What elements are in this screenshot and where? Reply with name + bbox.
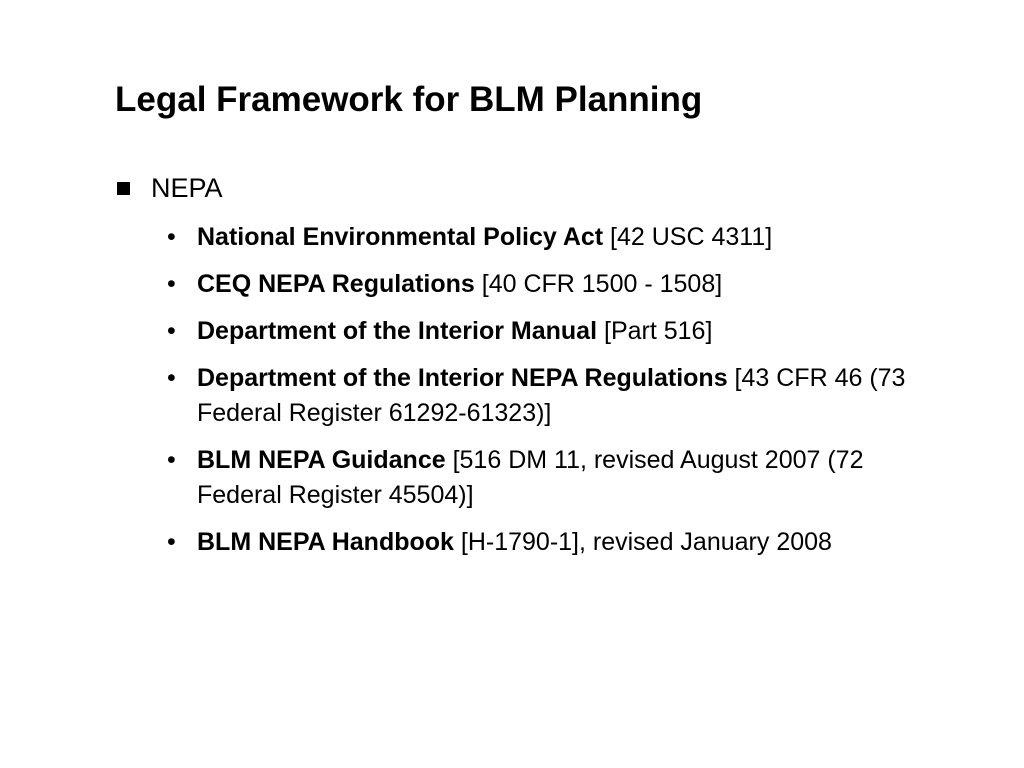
bullet-dot-icon: • xyxy=(167,446,176,474)
item-title: National Environmental Policy Act xyxy=(197,223,604,251)
square-bullet-icon xyxy=(117,182,130,195)
item-title: CEQ NEPA Regulations xyxy=(197,270,475,298)
item-citation: [43 CFR 46 (73 Federal Register 61292-61323)] xyxy=(197,364,906,427)
list-item xyxy=(167,525,927,560)
list-item xyxy=(167,267,927,302)
item-citation: [Part 516] xyxy=(597,317,713,345)
bullet-dot-icon: • xyxy=(167,364,176,392)
item-title: BLM NEPA Guidance xyxy=(197,446,446,474)
item-text xyxy=(197,314,912,349)
bullet-nepa xyxy=(117,170,223,206)
list-item xyxy=(167,314,927,349)
item-text xyxy=(197,361,912,431)
item-title: BLM NEPA Handbook xyxy=(197,528,454,556)
list-item xyxy=(167,361,927,431)
item-text xyxy=(197,267,912,302)
list-item xyxy=(167,220,927,255)
item-citation: [42 USC 4311] xyxy=(603,223,773,251)
item-citation: [40 CFR 1500 - 1508] xyxy=(474,270,723,298)
list-item xyxy=(167,443,927,513)
bullet-dot-icon: • xyxy=(167,223,176,251)
section-label: NEPA xyxy=(151,173,223,203)
bullet-dot-icon: • xyxy=(167,270,176,298)
item-text xyxy=(197,525,912,560)
item-text xyxy=(197,220,912,255)
item-citation: [H-1790-1], revised January 2008 xyxy=(453,528,832,556)
item-citation: [516 DM 11, revised August 2007 (72 Federal Register 45504)] xyxy=(197,446,864,509)
item-text xyxy=(197,443,912,513)
item-title: Department of the Interior NEPA Regulations xyxy=(197,364,728,392)
bullet-dot-icon: • xyxy=(167,317,176,345)
bullet-dot-icon: • xyxy=(167,528,176,556)
slide-title: Legal Framework for BLM Planning xyxy=(115,80,703,119)
sub-bullet-list xyxy=(167,220,927,572)
item-title: Department of the Interior Manual xyxy=(197,317,598,345)
